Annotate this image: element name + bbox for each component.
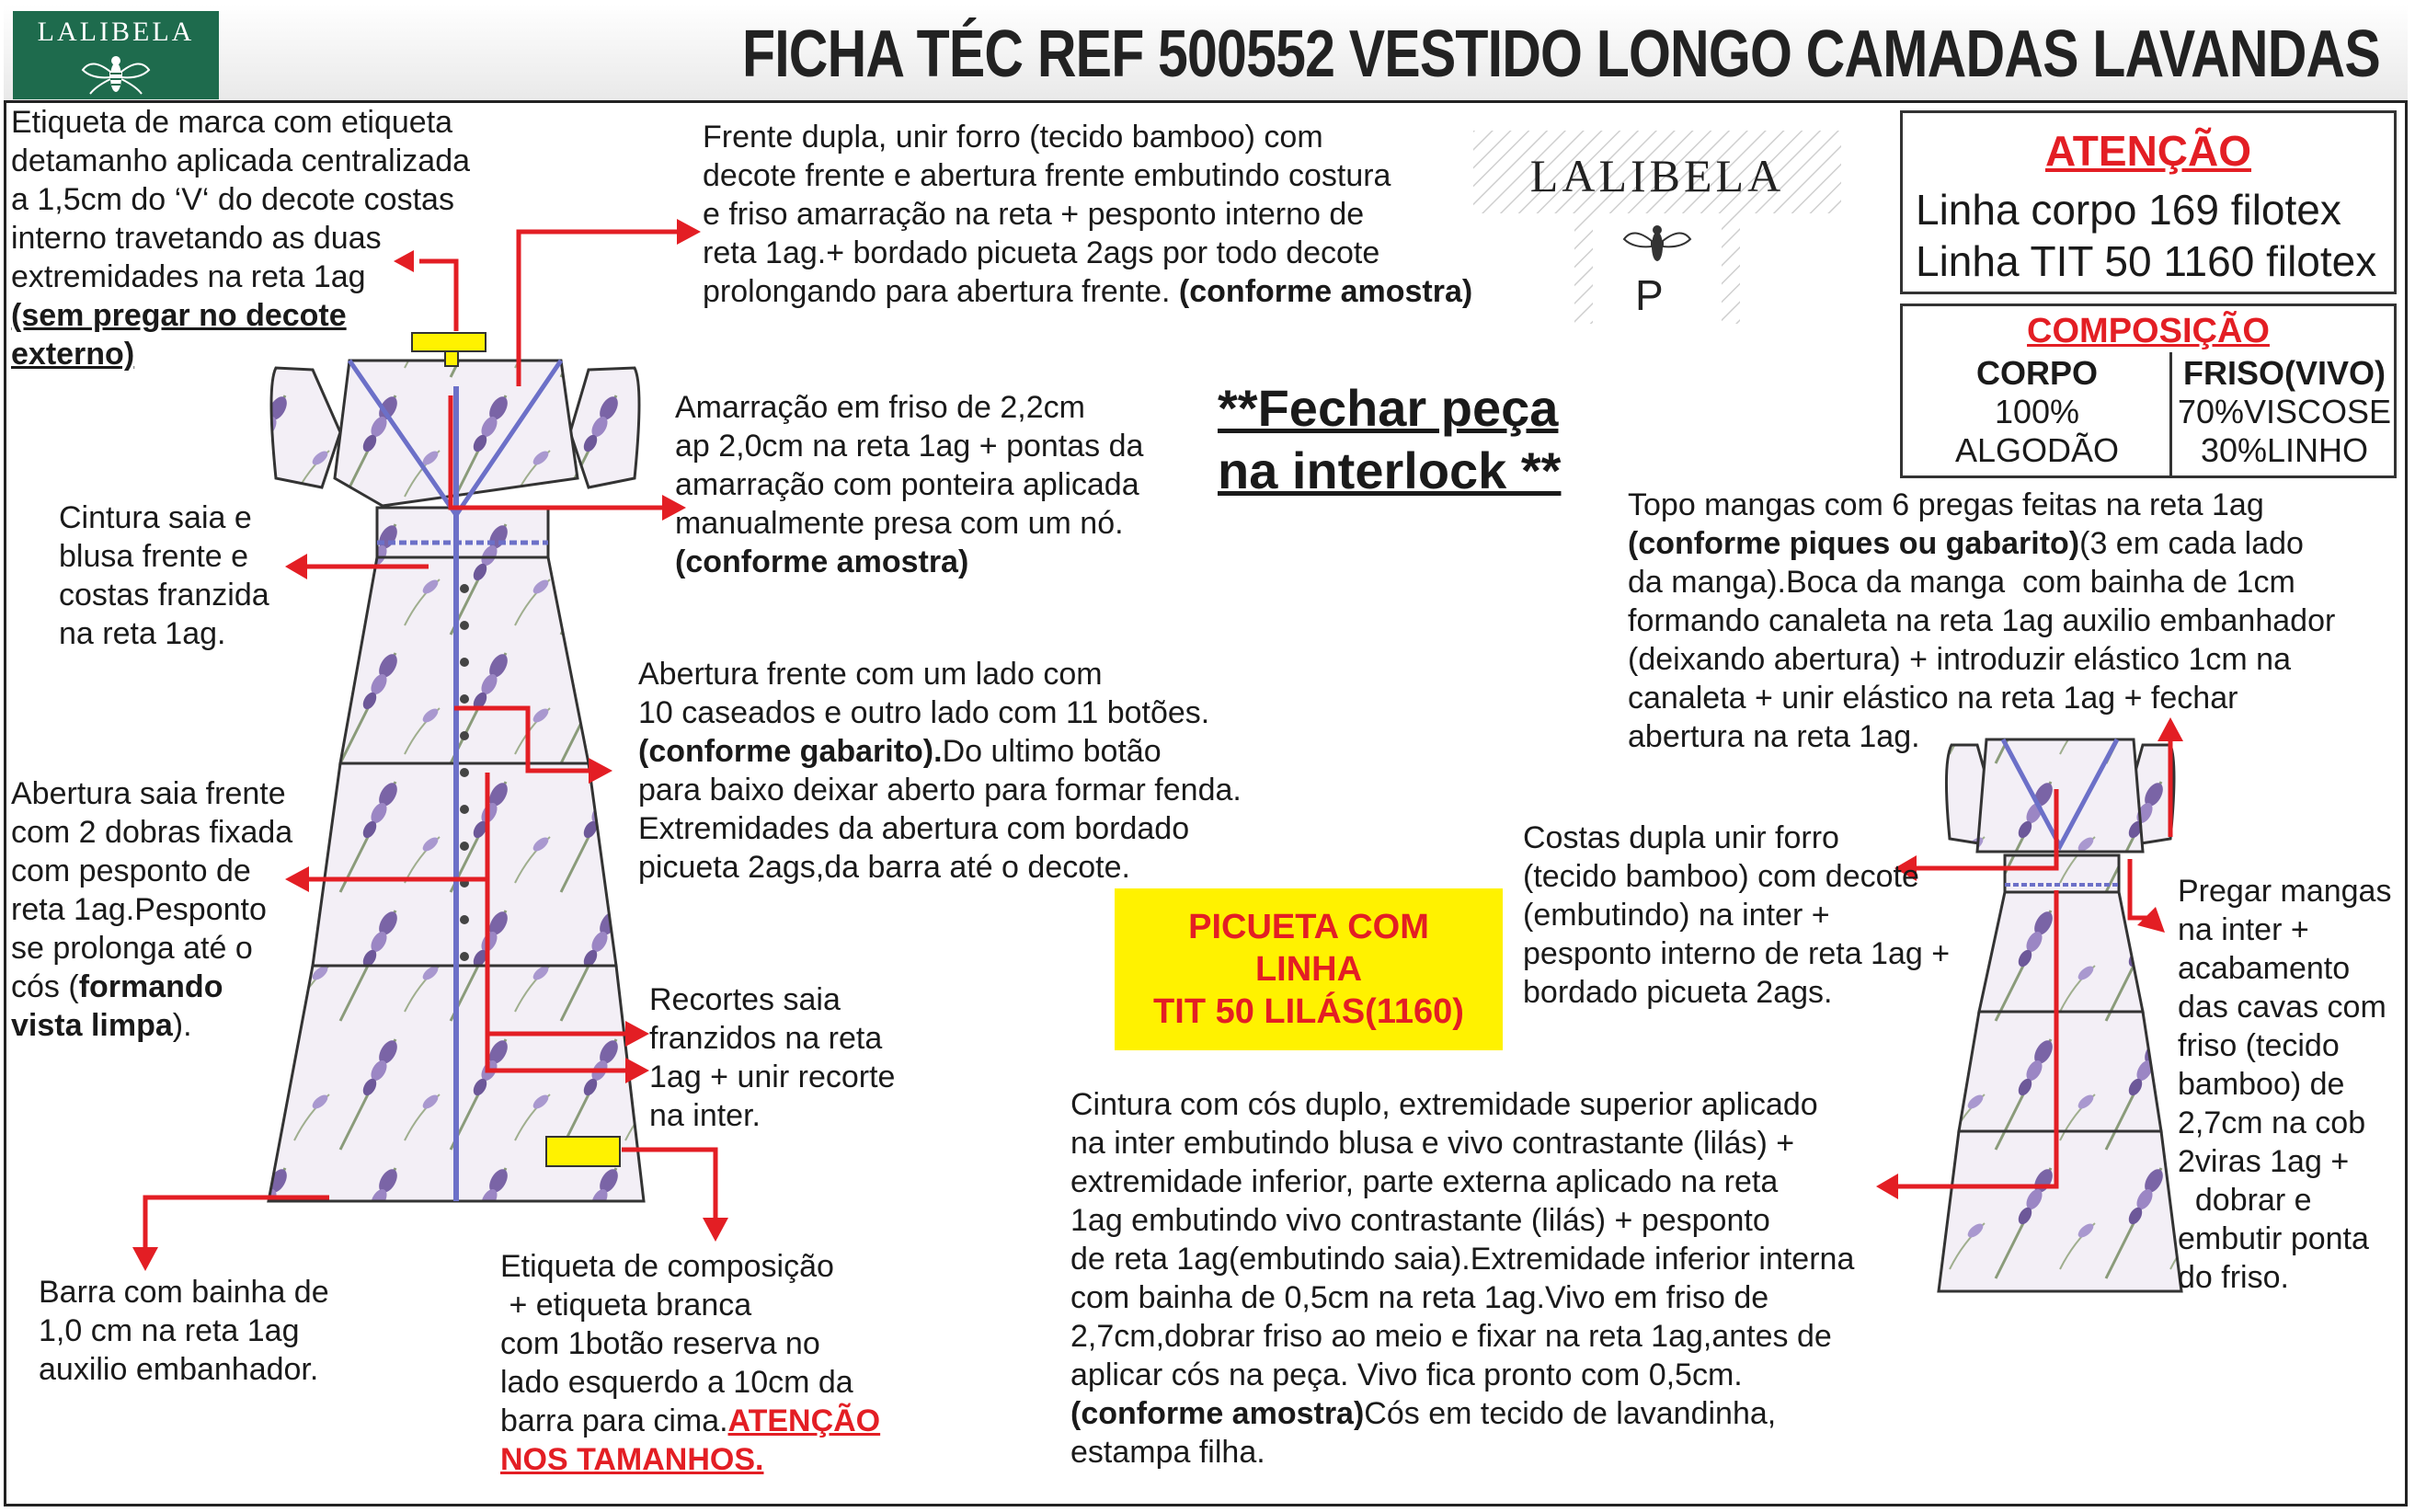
note-brand-label — [11, 103, 470, 373]
note-front-opening-text-2: Do ultimo botão para baixo deixar aberto para formar fenda. Extremidades da abertura com bordado picueta 2ags,da barra até o decote. — [638, 734, 1242, 885]
note-waistband-text-2: Cós em tecido de lavandinha, estampa filha. — [1070, 1396, 1777, 1470]
interlock-line-1: **Fechar peça — [1218, 379, 1559, 437]
note-tie — [675, 388, 1143, 581]
note-composition-label — [500, 1247, 880, 1479]
interlock-line-2: na interlock ** — [1218, 441, 1562, 499]
note-waistband — [1070, 1085, 1854, 1472]
note-attach-sleeves: Pregar mangas na inter + acabamento das cavas com friso (tecido bamboo) de 2,7cm na cob 2viras 1ag + dobrar e embutir ponta do friso. — [2178, 874, 2392, 1295]
friso-line-2: 30%LINHO — [2200, 431, 2369, 469]
note-waistband-text: Cintura com cós duplo, extremidade superior aplicado na inter embutindo blusa e vivo contrastante (lilás) + extremidade inferior, parte externa aplicado na reta 1ag embutindo vivo contrastante (lilás) + pesponto de reta 1ag(embutindo saia).Extremidade inferior interna com bainha de 0,5cm na reta 1ag.Vivo em friso de 2,7cm,dobrar friso ao meio e fixar na reta 1ag,antes de aplicar cós na peça. Vivo fica pronto com 0,5cm. — [1070, 1087, 1855, 1392]
note-sleeves-top-text: Topo mangas com 6 pregas feitas na reta 1ag — [1628, 487, 2264, 522]
note-brand-label-text: Etiqueta de marca com etiqueta detamanho aplicada centralizada a 1,5cm do ‘V‘ do decote costas interno travetando as duas extremidades na reta 1ag — [11, 105, 471, 294]
corpo-line-1: 100% — [1994, 393, 2080, 430]
note-skirt-opening-bold: formando vista limpa — [11, 969, 223, 1043]
tag-size: P — [1635, 271, 1664, 319]
note-front-opening-bold: (conforme gabarito). — [638, 734, 943, 769]
note-front-opening — [638, 655, 1242, 887]
note-skirt-opening-text: Abertura saia frente com 2 dobras fixada com pesponto de reta 1ag.Pesponto se prolonga até o cós ( — [11, 776, 293, 1004]
attention-heading: ATENÇÃO — [2044, 127, 2252, 175]
note-waist-gather: Cintura saia e blusa frente e costas franzida na reta 1ag. — [59, 500, 269, 651]
corpo-header: CORPO — [1975, 354, 2098, 392]
note-composition-label-warning: ATENÇÃO NOS TAMANHOS. — [500, 1403, 881, 1477]
note-skirt-tiers: Recortes saia franzidos na reta 1ag + unir recorte na inter. — [649, 982, 896, 1133]
back-dress — [1939, 739, 2181, 1291]
picueta-line-3: TIT 50 LILÁS(1160) — [1153, 992, 1464, 1031]
note-tie-text: Amarração em friso de 2,2cm ap 2,0cm na reta 1ag + pontas da amarração com ponteira aplicada manualmente presa com um nó. — [675, 390, 1144, 541]
note-double-front-bold: (conforme amostra) — [1178, 274, 1473, 309]
friso-line-1: 70%VISCOSE — [2177, 393, 2392, 430]
brand-name: LALIBELA — [37, 17, 195, 47]
note-tie-bold: (conforme amostra) — [675, 544, 969, 579]
attention-line-2: Linha TIT 50 1160 filotex — [1916, 237, 2377, 285]
note-sleeves-top — [1628, 486, 2335, 756]
note-double-front-text: Frente dupla, unir forro (tecido bamboo) com decote frente e abertura frente embutindo costura e friso amarração na reta + pesponto interno de reta 1ag.+ bordado picueta 2ags por todo decote prolongando para abertura frente. — [703, 120, 1391, 309]
corpo-line-2: ALGODÃO — [1954, 431, 2120, 469]
note-double-back: Costas dupla unir forro (tecido bamboo) com decote (embutindo) na inter + pesponto interno de reta 1ag + bordado picueta 2ags. — [1523, 820, 1951, 1010]
note-sleeves-top-bold: (conforme piques ou gabarito) — [1628, 526, 2080, 561]
picueta-line-2: LINHA — [1254, 950, 1363, 989]
note-double-front — [703, 118, 1472, 311]
note-sleeves-top-text-2: (3 em cada lado da manga).Boca da manga com bainha de 1cm formando canaleta na reta 1ag auxilio embanhador (deixando abertura) + introduzir elástico 1cm na canaleta + unir elástico na reta 1ag + fechar abertura na reta 1ag. — [1628, 526, 2336, 754]
note-front-opening-text: Abertura frente com um lado com 10 caseados e outro lado com 11 botões. — [638, 657, 1210, 730]
note-composition-label-text: Etiqueta de composição + etiqueta branca com 1botão reserva no lado esquerdo a 10cm da barra para cima. — [500, 1249, 853, 1438]
friso-header: FRISO(VIVO) — [2182, 354, 2386, 392]
note-hem: Barra com bainha de 1,0 cm na reta 1ag auxilio embanhador. — [39, 1275, 329, 1387]
picueta-line-1: PICUETA COM — [1188, 908, 1429, 946]
tag-brand-name: LALIBELA — [1529, 150, 1785, 201]
composition-heading: COMPOSIÇÃO — [2027, 312, 2270, 350]
attention-line-1: Linha corpo 169 filotex — [1916, 186, 2341, 234]
note-skirt-opening-text-2: ). — [172, 1008, 192, 1043]
sheet-title: FICHA TÉC REF 500552 VESTIDO LONGO CAMADAS LAVANDAS — [742, 17, 2380, 91]
note-skirt-opening — [11, 774, 292, 1045]
note-brand-label-bold: (sem pregar no decote externo) — [11, 298, 347, 372]
note-waistband-bold: (conforme amostra) — [1070, 1396, 1365, 1431]
